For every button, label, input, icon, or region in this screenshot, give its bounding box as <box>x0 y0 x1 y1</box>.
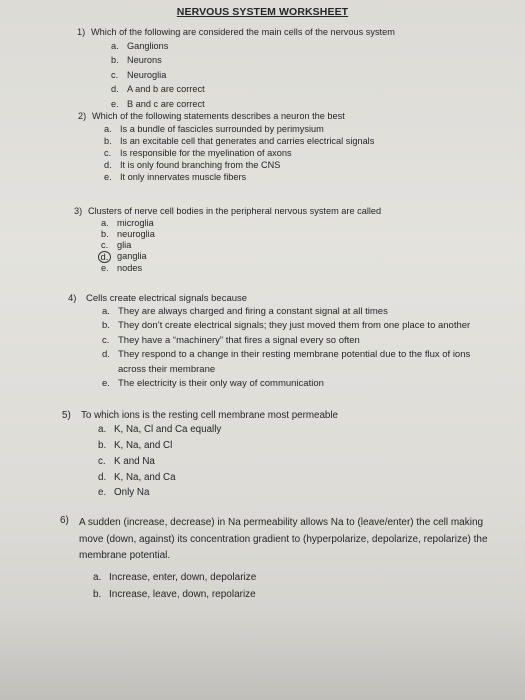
options-list <box>111 39 497 112</box>
question-text-line: membrane potential. <box>79 550 171 561</box>
option-text: Ganglions <box>127 40 169 51</box>
question-number: 4) <box>68 293 77 304</box>
option-letter: b. <box>102 320 110 332</box>
option-d-continuation <box>102 363 508 377</box>
option-text: across their membrane <box>118 363 216 375</box>
question-2 <box>78 111 508 184</box>
option-b <box>111 53 497 68</box>
option-text: They don’t create electrical signals; they just moved them from one place to another <box>118 320 471 332</box>
question-3 <box>74 206 504 275</box>
option-e <box>111 97 497 112</box>
option-text: They are always charged and firing a constant signal at all times <box>118 305 388 317</box>
question-text: To which ions is the resting cell membrane most permeable <box>81 410 339 421</box>
option-letter: e. <box>101 263 109 274</box>
option-letter: a. <box>102 305 110 317</box>
option-letter: b. <box>111 55 119 65</box>
option-c <box>104 147 508 159</box>
option-letter: c. <box>101 239 109 250</box>
option-text: B and c are correct <box>127 98 205 109</box>
question-text-line: move (down, against) its concentration gradient to (hyperpolarize, depolarize, repolarize) the <box>79 533 488 545</box>
option-letter: c. <box>111 69 119 80</box>
option-text: The electricity is their only way of communication <box>118 377 324 389</box>
option-d <box>102 348 508 362</box>
option-letter: b. <box>101 228 109 239</box>
option-d <box>98 470 502 486</box>
options-list <box>98 422 502 501</box>
option-text: Increase, enter, down, depolarize <box>109 571 257 583</box>
question-number: 2) <box>78 111 87 121</box>
options-list <box>93 569 510 603</box>
option-c <box>102 334 508 348</box>
question-text: Which of the following statements describes a neuron the best <box>92 111 345 121</box>
options-list <box>104 123 508 184</box>
option-text: Increase, leave, down, repolarize <box>109 588 256 600</box>
photo-shadow <box>0 610 525 700</box>
worksheet-title: NERVOUS SYSTEM WORKSHEET <box>176 6 349 18</box>
option-text: Neurons <box>127 55 162 65</box>
option-letter: e. <box>111 98 119 109</box>
option-text: K, Na, Cl and Ca equally <box>114 424 222 436</box>
option-e <box>104 171 508 183</box>
question-number: 1) <box>77 27 86 37</box>
option-letter: d. <box>104 160 112 171</box>
question-4 <box>68 293 508 391</box>
option-text: It only innervates muscle fibers <box>120 172 247 183</box>
option-letter: c. <box>98 455 106 467</box>
question-stem <box>74 206 504 218</box>
question-text: Which of the following are considered the main cells of the nervous system <box>91 27 395 37</box>
option-text: K and Na <box>114 455 155 467</box>
option-a <box>104 123 508 135</box>
question-text: Cells create electrical signals because <box>86 293 248 304</box>
option-text: ganglia <box>117 251 147 262</box>
question-stem <box>78 111 508 123</box>
question-stem <box>68 293 508 305</box>
option-letter: a. <box>111 40 119 51</box>
option-b <box>101 229 504 240</box>
option-c <box>98 454 502 470</box>
option-text: It is only found branching from the CNS <box>120 160 281 171</box>
option-c <box>111 68 497 83</box>
option-text: Is responsible for the myelination of axons <box>120 147 292 158</box>
option-letter: a. <box>93 571 102 583</box>
question-text: Clusters of nerve cell bodies in the peripheral nervous system are called <box>88 206 382 216</box>
options-list <box>101 218 504 275</box>
question-text <box>79 515 488 565</box>
option-letter: b. <box>98 440 107 452</box>
option-letter: a. <box>101 217 109 228</box>
question-number: 6) <box>60 515 69 526</box>
option-d <box>111 82 497 97</box>
option-text: K, Na, and Cl <box>114 440 173 452</box>
question-stem <box>60 515 510 565</box>
option-letter: e. <box>104 172 112 183</box>
option-text: Neuroglia <box>127 69 167 80</box>
question-6 <box>60 515 510 603</box>
option-text: They respond to a change in their resting membrane potential due to the flux of ions <box>118 349 471 361</box>
option-text: Is a bundle of fascicles surrounded by perimysium <box>120 123 324 134</box>
option-e <box>101 263 504 274</box>
option-d <box>104 159 508 171</box>
option-letter: b. <box>93 588 102 600</box>
question-number: 3) <box>74 206 83 216</box>
option-text: Only Na <box>114 487 150 499</box>
option-letter: e. <box>102 377 110 389</box>
option-text: K, Na, and Ca <box>114 471 176 483</box>
question-stem <box>77 27 497 39</box>
option-letter: b. <box>104 135 112 146</box>
option-letter: e. <box>98 487 107 499</box>
option-text: A and b are correct <box>127 84 205 94</box>
option-e <box>102 377 508 391</box>
option-a <box>101 218 504 229</box>
option-text: neuroglia <box>117 228 155 239</box>
option-letter: a. <box>104 123 112 134</box>
option-a <box>98 422 502 438</box>
option-letter: a. <box>98 424 107 436</box>
option-letter: d. <box>98 471 107 483</box>
option-text: microglia <box>117 217 154 228</box>
answer-circle-mark: d. <box>98 251 111 263</box>
question-text-line: A sudden (increase, decrease) in Na permeability allows Na to (leave/enter) the cell making <box>79 517 484 528</box>
option-b <box>102 319 508 333</box>
option-b <box>98 438 502 454</box>
question-5 <box>62 410 502 501</box>
option-a <box>111 39 497 54</box>
options-list <box>102 305 508 391</box>
option-letter: c. <box>102 334 110 346</box>
option-letter: d. <box>111 84 119 94</box>
option-text: Is an excitable cell that generates and carries electrical signals <box>120 135 375 146</box>
option-c <box>101 240 504 251</box>
option-letter: c. <box>104 147 112 158</box>
option-b <box>93 586 510 603</box>
option-b <box>104 135 508 147</box>
question-1 <box>77 27 497 111</box>
option-letter: d. <box>102 349 110 361</box>
option-text: glia <box>117 239 132 250</box>
question-stem <box>62 410 502 422</box>
option-a <box>102 305 508 319</box>
question-number: 5) <box>62 410 71 421</box>
option-e <box>98 485 502 501</box>
option-d-selected <box>101 251 504 263</box>
option-text: nodes <box>117 263 143 274</box>
option-a <box>93 569 510 586</box>
option-text: They have a “machinery” that fires a signal every so often <box>118 334 360 346</box>
